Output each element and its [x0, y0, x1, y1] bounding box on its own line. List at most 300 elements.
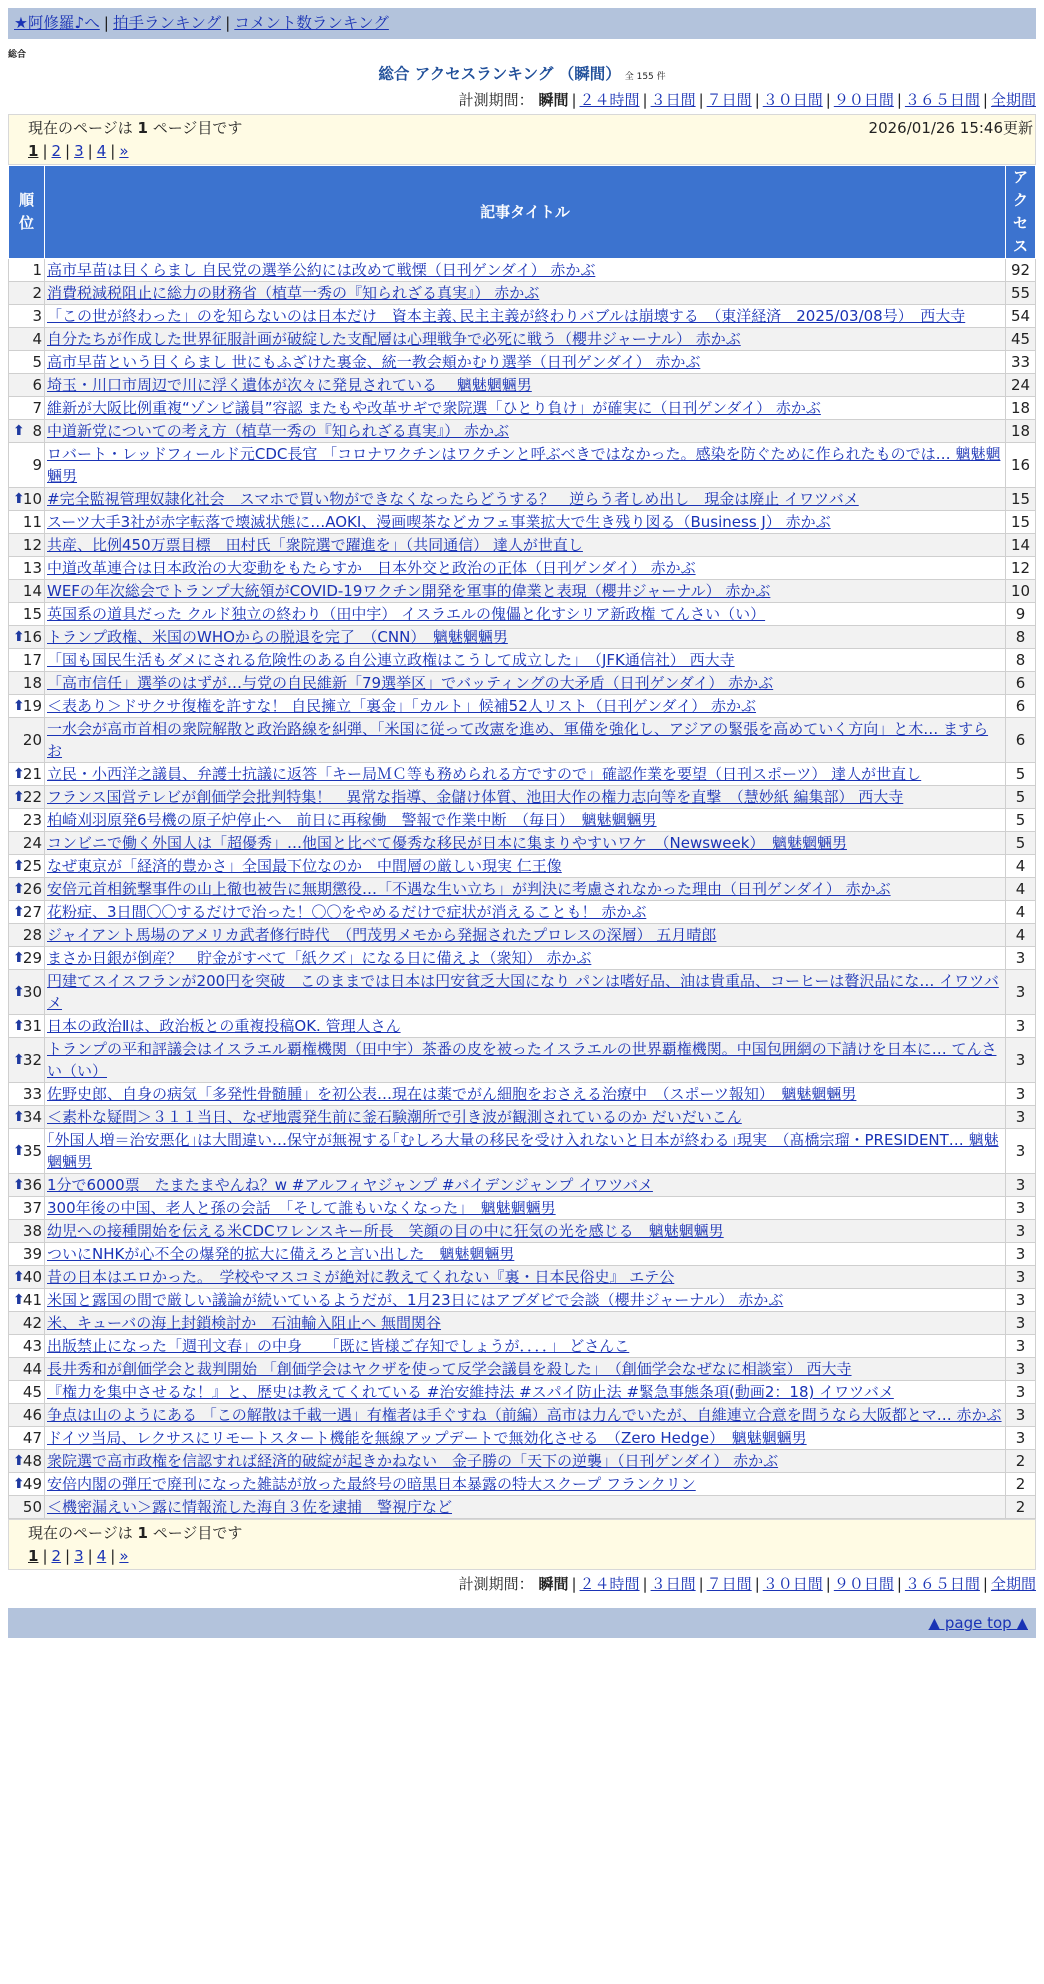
access-count: 3: [1006, 1038, 1036, 1083]
table-row: [9, 1358, 1036, 1381]
rank-cell: [9, 397, 45, 420]
title-cell: [45, 718, 1006, 763]
title-cell: [45, 924, 1006, 947]
rank-cell: [9, 511, 45, 534]
rank-cell: [9, 1015, 45, 1038]
article-link[interactable]: 佐野史郎、自身の病気「多発性骨髄腫」を初公表…現在は薬でがん細胞をおさえる治療中 （スポーツ報知） 魑魅魍魎男: [47, 1085, 857, 1103]
rank-up-arrow-icon: ⬆: [13, 1018, 25, 1034]
rank-number: 7: [32, 399, 42, 417]
access-count: 3: [1006, 970, 1036, 1015]
page-links: [28, 1545, 1033, 1567]
title-cell: [45, 1496, 1006, 1519]
applause-ranking-link[interactable]: 拍手ランキング: [113, 14, 222, 32]
table-row: [9, 1197, 1036, 1220]
article-link[interactable]: 長井秀和が創価学会と裁判開始 「創価学会はヤクザを使って反学会議員を殺した」 （創価学会なぜなに相談室） 西大寺: [47, 1360, 852, 1378]
access-count: 5: [1006, 786, 1036, 809]
rank-number: 45: [22, 1383, 42, 1401]
article-link[interactable]: 安倍内閣の弾圧で廃刊になった雑誌が放った最終号の暗黒日本暴露の特大スクープ フランクリン: [47, 1475, 696, 1493]
rank-cell: [9, 1450, 45, 1473]
page-separator: |: [42, 1547, 48, 1565]
pager-bottom: [8, 1519, 1036, 1570]
rank-cell: [9, 901, 45, 924]
table-row: [9, 1496, 1036, 1519]
rank-number: 46: [22, 1406, 42, 1424]
table-row: [9, 351, 1036, 374]
rank-number: 27: [22, 903, 42, 921]
table-row: [9, 557, 1036, 580]
article-link[interactable]: スーツ大手3社が赤字転落で壊滅状態に…AOKI、漫画喫茶などカフェ事業拡大で生き残り図る（Business J） 赤かぶ: [47, 513, 831, 531]
article-link[interactable]: 立民・小西洋之議員、弁護士抗議に返答「キー局ＭＣ等も務められる方ですので」確認作業を要望（日刊スポーツ） 達人が世直し: [47, 765, 922, 783]
rank-number: 5: [32, 353, 42, 371]
table-row: [9, 649, 1036, 672]
table-row: [9, 1381, 1036, 1404]
table-row: [9, 924, 1036, 947]
rank-number: 25: [22, 857, 42, 875]
article-link[interactable]: 300年後の中国、老人と孫の会話 「そして誰もいなくなった」 魑魅魍魎男: [47, 1199, 556, 1217]
rank-up-arrow-icon: ⬆: [13, 950, 25, 966]
article-link[interactable]: 「高市信任」選挙のはずが…与党の自民維新「79選挙区」でバッティングの大矛盾（日刊ゲンダイ） 赤かぶ: [47, 674, 774, 692]
access-count: 4: [1006, 901, 1036, 924]
rank-number: 40: [22, 1268, 42, 1286]
title-cell: [45, 397, 1006, 420]
access-count: 12: [1006, 557, 1036, 580]
table-row: [9, 626, 1036, 649]
access-count: 15: [1006, 488, 1036, 511]
table-row: [9, 1289, 1036, 1312]
article-link[interactable]: 一水会が高市首相の衆院解散と政治路線を糾弾、「米国に従って改憲を進め、軍備を強化し、アジアの緊張を高めていく方向」と木… ますらお: [47, 720, 989, 760]
title-cell: [45, 259, 1006, 282]
article-link[interactable]: 「この世が終わった」のを知らないのは日本だけ 資本主義､民主主義が終わりバブルは崩壊する （東洋経済 2025/03/08号） 西大寺: [47, 307, 966, 325]
access-count: 2: [1006, 1496, 1036, 1519]
rank-cell: [9, 947, 45, 970]
page-link[interactable]: 3: [74, 1547, 84, 1565]
access-count: 3: [1006, 947, 1036, 970]
col-title-header: 記事タイトル: [45, 166, 1006, 259]
access-count: 3: [1006, 1129, 1036, 1174]
table-row: [9, 1312, 1036, 1335]
rank-number: 23: [22, 811, 42, 829]
article-link[interactable]: 「国も国民生活もダメにされる危険性のある自公連立政権はこうして成立した」 （JFK通信社） 西大寺: [47, 651, 735, 669]
article-link[interactable]: 高市早苗は目くらまし 自民党の選挙公約には改めて戦慄（日刊ゲンダイ） 赤かぶ: [47, 261, 596, 279]
rank-number: 10: [22, 490, 42, 508]
table-row: [9, 1473, 1036, 1496]
article-link[interactable]: 中道新党についての考え方（植草一秀の『知られざる真実』） 赤かぶ: [47, 422, 509, 440]
rank-number: 41: [22, 1291, 42, 1309]
period-link[interactable]: ３６５日間: [904, 91, 980, 109]
article-link[interactable]: トランプ政権、米国のWHOからの脱退を完了 （CNN） 魑魅魍魎男: [47, 628, 508, 646]
article-link[interactable]: 1分で6000票 たまたまやんね？w #アルフィヤジャンプ #バイデンジャンプ イワツバメ: [47, 1176, 653, 1194]
rank-cell: [9, 282, 45, 305]
article-link[interactable]: ＜機密漏えい＞露に情報流した海自３佐を逮捕 警視庁など: [47, 1498, 453, 1516]
title-cell: [45, 947, 1006, 970]
rank-number: 43: [22, 1337, 42, 1355]
period-link[interactable]: ７日間: [706, 91, 752, 109]
col-count-header: アクセス: [1006, 166, 1036, 259]
rank-cell: [9, 1312, 45, 1335]
table-row: [9, 855, 1036, 878]
access-count: 3: [1006, 1174, 1036, 1197]
article-link[interactable]: 維新が大阪比例重複“ゾンビ議員”容認 またもや改革サギで衆院選「ひとり負け」が確実に（日刊ゲンダイ） 赤かぶ: [47, 399, 821, 417]
table-row: [9, 763, 1036, 786]
page-link[interactable]: 4: [96, 142, 107, 160]
table-row: [9, 672, 1036, 695]
table-row: [9, 786, 1036, 809]
page-separator: |: [110, 1547, 116, 1565]
title-cell: [45, 1015, 1006, 1038]
title-cell: [45, 1335, 1006, 1358]
rank-up-arrow-icon: ⬆: [13, 423, 25, 439]
title-cell: [45, 488, 1006, 511]
article-link[interactable]: フランス国営テレビが創価学会批判特集！ 異常な指導、金儲け体質、池田大作の権力志向等を直撃 （慧妙紙 編集部） 西大寺: [47, 788, 904, 806]
title-cell: [45, 282, 1006, 305]
access-count: 5: [1006, 832, 1036, 855]
rank-cell: [9, 1106, 45, 1129]
period-link[interactable]: ３日間: [650, 91, 696, 109]
table-row: [9, 443, 1036, 488]
article-link[interactable]: #完全監視管理奴隷化社会 スマホで買い物ができなくなったらどうする？ 逆らう者しめ出し 現金は廃止 イワツバメ: [47, 490, 859, 508]
table-row: [9, 1335, 1036, 1358]
page-link[interactable]: 2: [51, 142, 62, 160]
title-cell: [45, 1381, 1006, 1404]
title-cell: [45, 443, 1006, 488]
rank-up-arrow-icon: ⬆: [13, 1292, 25, 1308]
access-count: 3: [1006, 1197, 1036, 1220]
rank-number: 38: [22, 1222, 42, 1240]
title-cell: [45, 832, 1006, 855]
rank-cell: [9, 374, 45, 397]
rank-up-arrow-icon: ⬆: [13, 904, 25, 920]
article-link[interactable]: 安倍元首相銃撃事件の山上徹也被告に無期懲役…「不遇な生い立ち」が判決に考慮されなかった理由（日刊ゲンダイ） 赤かぶ: [47, 880, 891, 898]
page-separator: |: [87, 1547, 93, 1565]
rank-cell: [9, 1220, 45, 1243]
title-cell: [45, 1473, 1006, 1496]
rank-number: 4: [32, 330, 42, 348]
access-count: 92: [1006, 259, 1036, 282]
rank-cell: [9, 786, 45, 809]
rank-cell: [9, 970, 45, 1015]
title-cell: [45, 351, 1006, 374]
rank-cell: [9, 580, 45, 603]
table-row: [9, 1243, 1036, 1266]
rank-cell: [9, 878, 45, 901]
rank-cell: [9, 488, 45, 511]
table-row: [9, 1404, 1036, 1427]
rank-cell: [9, 1381, 45, 1404]
access-count: 14: [1006, 534, 1036, 557]
rank-number: 39: [22, 1245, 42, 1263]
article-link[interactable]: ｢外国人増＝治安悪化｣は大間違い…保守が無視する｢むしろ大量の移民を受け入れないと日本が終わる｣現実 （髙橋宗瑠・PRESIDENT… 魑魅魍魎男: [47, 1131, 999, 1171]
rank-cell: [9, 557, 45, 580]
article-link[interactable]: ＜素朴な疑問＞３１１当日、なぜ地震発生前に釜石験潮所で引き波が観測されているのか だいだいこん: [47, 1108, 742, 1126]
period-separator: |: [571, 91, 577, 109]
title-cell: [45, 305, 1006, 328]
table-row: [9, 1106, 1036, 1129]
title-cell: [45, 786, 1006, 809]
access-count: 3: [1006, 1335, 1036, 1358]
access-count: 4: [1006, 878, 1036, 901]
access-count: 3: [1006, 1106, 1036, 1129]
rank-up-arrow-icon: ⬆: [13, 881, 25, 897]
table-row: [9, 1266, 1036, 1289]
title-cell: [45, 1174, 1006, 1197]
period-link[interactable]: 全期間: [990, 91, 1036, 109]
title-cell: [45, 1266, 1006, 1289]
access-count: 15: [1006, 511, 1036, 534]
period-label: 計測期間：: [458, 91, 539, 109]
rank-number: 48: [22, 1452, 42, 1470]
page-separator: |: [65, 1547, 71, 1565]
rank-cell: [9, 603, 45, 626]
nav-separator: |: [103, 14, 110, 32]
access-count: 10: [1006, 580, 1036, 603]
access-count: 18: [1006, 397, 1036, 420]
table-row: [9, 1174, 1036, 1197]
article-link[interactable]: ジャイアント馬場のアメリカ武者修行時代 （門茂男メモから発掘されたプロレスの深層） 五月晴郎: [47, 926, 717, 944]
period-link[interactable]: ３６５日間: [904, 1575, 980, 1593]
title-cell: [45, 695, 1006, 718]
period-separator: |: [896, 1575, 902, 1593]
period-separator: |: [698, 1575, 704, 1593]
table-row: [9, 488, 1036, 511]
article-link[interactable]: コンビニで働く外国人は「超優秀」…他国と比べて優秀な移民が日本に集まりやすいワケ （Newsweek） 魑魅魍魎男: [47, 834, 847, 852]
table-row: [9, 1083, 1036, 1106]
rank-cell: [9, 534, 45, 557]
rank-number: 35: [22, 1142, 42, 1160]
rank-cell: [9, 1197, 45, 1220]
period-separator: |: [642, 91, 648, 109]
article-link[interactable]: ロバート・レッドフィールド元CDC長官 「コロナワクチンはワクチンと呼ぶべきではなかった。感染を防ぐために作られたものでは… 魑魅魍魎男: [47, 445, 1001, 485]
rank-cell: [9, 1473, 45, 1496]
article-link[interactable]: まさか日銀が倒産？ 貯金がすべて「紙クズ」になる日に備えよ（衆知） 赤かぶ: [47, 949, 592, 967]
article-link[interactable]: 出版禁止になった「週刊文春」の中身 「既に皆様ご存知でしょうが．．．．」 どさんこ: [47, 1337, 630, 1355]
table-row: [9, 1450, 1036, 1473]
period-separator: |: [982, 1575, 988, 1593]
page-current: 1: [28, 1547, 39, 1565]
table-row: [9, 1015, 1036, 1038]
period-link[interactable]: 全期間: [990, 1575, 1036, 1593]
access-count: 5: [1006, 809, 1036, 832]
access-count: 2: [1006, 1473, 1036, 1496]
footer-bar: [8, 1608, 1036, 1638]
article-link[interactable]: ＜表あり＞ドサクサ復権を許すな！ 自民擁立「裏金」「カルト」候補52人リスト（日刊ゲンダイ） 赤かぶ: [47, 697, 757, 715]
table-row: [9, 282, 1036, 305]
period-link[interactable]: ３日間: [650, 1575, 696, 1593]
period-current: 瞬間: [538, 91, 569, 109]
access-count: 5: [1006, 763, 1036, 786]
next-page-link[interactable]: »: [119, 142, 129, 160]
title-cell: [45, 603, 1006, 626]
access-count: 3: [1006, 1381, 1036, 1404]
rank-number: 34: [22, 1108, 42, 1126]
article-link[interactable]: 柏崎刈羽原発6号機の原子炉停止へ 前日に再稼働 警報で作業中断 （毎日） 魑魅魍魎男: [47, 811, 657, 829]
rank-cell: [9, 649, 45, 672]
rank-up-arrow-icon: ⬆: [13, 789, 25, 805]
article-link[interactable]: WEFの年次総会でトランプ大統領がCOVID-19ワクチン開発を軍事的偉業と表現（櫻井ジャーナル） 赤かぶ: [47, 582, 771, 600]
period-link[interactable]: ９０日間: [833, 1575, 894, 1593]
article-link[interactable]: トランプの平和評議会はイスラエル覇権機関（田中宇）茶番の皮を被ったイスラエルの世界覇権機関。中国包囲網の下請けを日本に… てんさい（い）: [47, 1040, 997, 1080]
rank-cell: [9, 1496, 45, 1519]
title-cell: [45, 557, 1006, 580]
access-count: 3: [1006, 1266, 1036, 1289]
period-link[interactable]: ２４時間: [579, 1575, 640, 1593]
article-link[interactable]: 消費税減税阻止に総力の財務省（植草一秀の『知られざる真実』） 赤かぶ: [47, 284, 540, 302]
article-link[interactable]: ついにNHKが心不全の爆発的拡大に備えろと言い出した 魑魅魍魎男: [47, 1245, 515, 1263]
period-link[interactable]: ３０日間: [762, 91, 823, 109]
rank-number: 3: [32, 307, 42, 325]
period-separator: |: [754, 1575, 760, 1593]
title-cell: [45, 626, 1006, 649]
rank-number: 37: [22, 1199, 42, 1217]
title-cell: [45, 328, 1006, 351]
rank-up-arrow-icon: ⬆: [13, 1109, 25, 1125]
rank-number: 17: [22, 651, 42, 669]
table-row: [9, 1427, 1036, 1450]
table-row: [9, 374, 1036, 397]
table-row: [9, 397, 1036, 420]
access-count: 54: [1006, 305, 1036, 328]
rank-cell: [9, 1427, 45, 1450]
article-link[interactable]: 自分たちが作成した世界征服計画が破綻した支配層は心理戦争で必死に戦う（櫻井ジャーナル） 赤かぶ: [47, 330, 741, 348]
rank-cell: [9, 695, 45, 718]
table-row: [9, 695, 1036, 718]
comment-ranking-link[interactable]: コメント数ランキング: [234, 14, 389, 32]
article-link[interactable]: 高市早苗という目くらまし 世にもふざけた裏金、統一教会頬かむり選挙（日刊ゲンダイ） 赤かぶ: [47, 353, 701, 371]
period-link[interactable]: ９０日間: [833, 91, 894, 109]
table-row: [9, 718, 1036, 763]
access-count: 18: [1006, 420, 1036, 443]
current-page-text: 現在のページは 1 ページ目です: [28, 119, 243, 137]
section-label: 総合: [8, 50, 27, 60]
article-link[interactable]: 争点は山のようにある 「この解散は千載一遇」有権者は手ぐすね（前編）高市は力んでいたが、自維連立合意を問うなら大阪都とマ… 赤かぶ: [47, 1406, 1002, 1424]
access-count: 9: [1006, 603, 1036, 626]
article-link[interactable]: 共産、比例450万票目標 田村氏「衆院選で躍進を」（共同通信） 達人が世直し: [47, 536, 583, 554]
title-cell: [45, 580, 1006, 603]
title-cell: [45, 970, 1006, 1015]
article-link[interactable]: 埼玉・川口市周辺で川に浮く遺体が次々に発見されている 魑魅魍魎男: [47, 376, 532, 394]
rank-cell: [9, 1174, 45, 1197]
rank-number: 32: [22, 1051, 42, 1069]
title-cell: [45, 420, 1006, 443]
rank-cell: [9, 1129, 45, 1174]
period-separator: |: [825, 1575, 831, 1593]
rank-cell: [9, 924, 45, 947]
rank-number: 50: [22, 1498, 42, 1516]
page-link[interactable]: 4: [96, 1547, 107, 1565]
access-count: 3: [1006, 1312, 1036, 1335]
title-cell: [45, 1038, 1006, 1083]
rank-up-arrow-icon: ⬆: [13, 629, 25, 645]
article-link[interactable]: 英国系の道具だった クルド独立の終わり（田中宇） イスラエルの傀儡と化すシリア新政権 てんさい（い）: [47, 605, 766, 623]
article-link[interactable]: 中道改革連合は日本政治の大変動をもたらすか 日本外交と政治の正体（日刊ゲンダイ） 赤かぶ: [47, 559, 696, 577]
article-link[interactable]: 日本の政治Ⅱは、政治板との重複投稿OK. 管理人さん: [47, 1017, 401, 1035]
rank-number: 13: [22, 559, 42, 577]
table-row: [9, 947, 1036, 970]
rank-up-arrow-icon: ⬆: [13, 491, 25, 507]
access-count: 3: [1006, 1427, 1036, 1450]
period-separator: |: [982, 91, 988, 109]
page-links: [28, 140, 1033, 162]
rank-cell: [9, 328, 45, 351]
period-link[interactable]: ７日間: [706, 1575, 752, 1593]
rank-number: 22: [22, 788, 42, 806]
page-link[interactable]: 3: [74, 142, 84, 160]
next-page-link[interactable]: »: [119, 1547, 129, 1565]
rank-cell: [9, 1289, 45, 1312]
rank-up-arrow-icon: ⬆: [13, 1476, 25, 1492]
rank-up-arrow-icon: ⬆: [13, 1177, 25, 1193]
article-link[interactable]: 米、キューバの海上封鎖検討か 石油輸入阻止へ 無間関谷: [47, 1314, 442, 1332]
page-link[interactable]: 2: [51, 1547, 62, 1565]
rank-cell: [9, 351, 45, 374]
access-count: 3: [1006, 1015, 1036, 1038]
article-link[interactable]: なぜ東京が「経済的豊かさ」全国最下位なのか 中間層の厳しい現実 仁王像: [47, 857, 562, 875]
access-count: 16: [1006, 443, 1036, 488]
title-cell: [45, 1129, 1006, 1174]
rank-cell: [9, 1038, 45, 1083]
nav-separator: |: [225, 14, 231, 32]
rank-number: 8: [32, 422, 42, 440]
rank-up-arrow-icon: ⬆: [13, 1143, 25, 1159]
table-row: [9, 832, 1036, 855]
period-separator: |: [754, 91, 760, 109]
article-link[interactable]: 衆院選で高市政権を信認すれば経済的破綻が起きかねない 金子勝の「天下の逆襲」（日刊ゲンダイ） 赤かぶ: [47, 1452, 779, 1470]
article-link[interactable]: 昔の日本はエロかった。 学校やマスコミが絶対に教えてくれない『裏・日本民俗史』 エテ公: [47, 1268, 675, 1286]
access-count: 3: [1006, 1358, 1036, 1381]
article-link[interactable]: 花粉症、3日間〇〇するだけで治った！〇〇をやめるだけで症状が消えることも！ 赤かぶ: [47, 903, 647, 921]
article-link[interactable]: 米国と露国の間で厳しい議論が続いているようだが、1月23日にはアブダビで会談（櫻井ジャーナル） 赤かぶ: [47, 1291, 784, 1309]
rank-cell: [9, 1358, 45, 1381]
page-top-link[interactable]: ▲ page top ▲: [928, 1614, 1028, 1632]
rank-number: 49: [22, 1475, 42, 1493]
period-link[interactable]: ２４時間: [579, 91, 640, 109]
rank-cell: [9, 259, 45, 282]
rank-cell: [9, 718, 45, 763]
rank-number: 42: [22, 1314, 42, 1332]
table-row: [9, 328, 1036, 351]
access-count: 2: [1006, 1450, 1036, 1473]
access-count: 6: [1006, 718, 1036, 763]
page-title-row: [0, 62, 1044, 84]
rank-up-arrow-icon: ⬆: [13, 1269, 25, 1285]
rank-cell: [9, 420, 45, 443]
col-rank-header: 順位: [9, 166, 45, 259]
rank-cell: [9, 1243, 45, 1266]
rank-cell: [9, 1335, 45, 1358]
article-link[interactable]: 幼児への接種開始を伝える米CDCワレンスキー所長 笑顔の目の中に狂気の光を感じる 魑魅魍魎男: [47, 1222, 724, 1240]
table-row: [9, 809, 1036, 832]
table-row: [9, 534, 1036, 557]
access-count: 3: [1006, 1083, 1036, 1106]
period-link[interactable]: ３０日間: [762, 1575, 823, 1593]
rank-cell: [9, 855, 45, 878]
article-link[interactable]: 円建てスイスフランが200円を突破 このままでは日本は円安貧乏大国になり パンは嗜好品、油は貴重品、コーヒーは贅沢品にな… イワツバメ: [47, 972, 999, 1012]
access-count: 8: [1006, 626, 1036, 649]
pager-top: [8, 114, 1036, 165]
article-link[interactable]: 『権力を集中させるな！』と、歴史は教えてくれている #治安維持法 #スパイ防止法 #緊急事態条項(動画2：18) イワツバメ: [47, 1383, 894, 1401]
table-row: [9, 878, 1036, 901]
table-row: [9, 1129, 1036, 1174]
home-link[interactable]: ★阿修羅♪へ: [14, 14, 100, 32]
rank-number: 30: [22, 983, 42, 1001]
rank-number: 28: [22, 926, 42, 944]
table-row: [9, 511, 1036, 534]
rank-cell: [9, 1404, 45, 1427]
rank-number: 31: [22, 1017, 42, 1035]
article-link[interactable]: ドイツ当局、レクサスにリモートスタート機能を無線アップデートで無効化させる （Zero Hedge） 魑魅魍魎男: [47, 1429, 807, 1447]
rank-number: 14: [22, 582, 42, 600]
table-row: [9, 259, 1036, 282]
title-cell: [45, 374, 1006, 397]
